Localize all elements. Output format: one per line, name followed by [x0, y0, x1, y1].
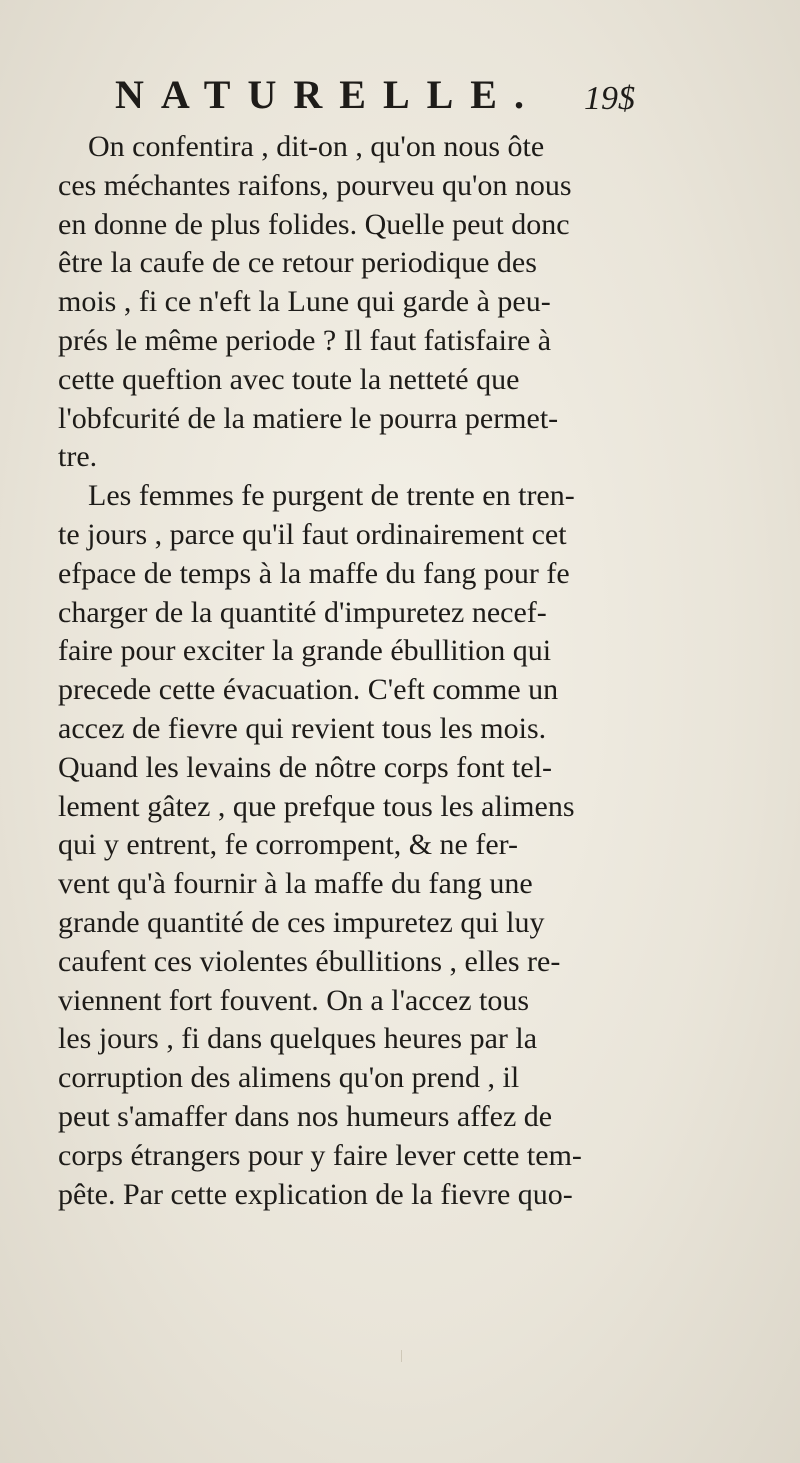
text-line: On confentira , dit-on , qu'on nous ôte [88, 130, 545, 163]
text-line: mois , fi ce n'eft la Lune qui garde à peu- [58, 285, 551, 319]
text-line: qui y entrent, fe corrompent, & ne fer- [58, 828, 519, 862]
page-header [115, 70, 635, 120]
text-line: Les femmes fe purgent de trente en tren- [88, 479, 575, 513]
text-line: te jours , parce qu'il faut ordinairement cet [58, 517, 567, 551]
body-text [58, 128, 778, 1214]
text-line: les jours , fi dans quelques heures par la [58, 1022, 538, 1056]
text-line: lement gâtez , que prefque tous les alimens [58, 789, 575, 823]
text-line: accez de fievre qui revient tous les mois. [58, 711, 547, 745]
text-line: tre. [58, 440, 98, 474]
text-line: corruption des alimens qu'on prend , il [58, 1061, 520, 1095]
text-line: Quand les levains de nôtre corps font tel- [58, 750, 553, 784]
text-line: cette queftion avec toute la netteté que [58, 362, 520, 396]
text-line: vent qu'à fournir à la maffe du fang une [58, 867, 533, 901]
text-line: ces méchantes raifons, pourveu qu'on nous [58, 168, 572, 202]
text-line: peut s'amaffer dans nos humeurs affez de [58, 1099, 553, 1133]
text-line: precede cette évacuation. C'eft comme un [58, 673, 559, 707]
text-line: charger de la quantité d'impuretez necef- [58, 595, 547, 629]
text-line: prés le même periode ? Il faut fatisfaire à [58, 323, 552, 357]
text-line: faire pour exciter la grande ébullition qui [58, 634, 552, 668]
page-number: 19$ [584, 80, 635, 117]
text-line: en donne de plus folides. Quelle peut donc [58, 207, 570, 241]
running-title: NATURELLE. [115, 72, 541, 117]
paper-mark [395, 1350, 402, 1362]
text-line: viennent fort fouvent. On a l'accez tous [58, 983, 530, 1017]
text-line: l'obfcurité de la matiere le pourra permet- [58, 401, 559, 435]
text-line: être la caufe de ce retour periodique des [58, 246, 537, 280]
text-line: caufent ces violentes ébullitions , elles re- [58, 944, 561, 978]
text-line: efpace de temps à la maffe du fang pour fe [58, 556, 570, 590]
text-line: grande quantité de ces impuretez qui luy [58, 905, 545, 939]
text-line: pête. Par cette explication de la fievre quo- [58, 1177, 573, 1211]
text-line: corps étrangers pour y faire lever cette tem- [58, 1138, 582, 1172]
